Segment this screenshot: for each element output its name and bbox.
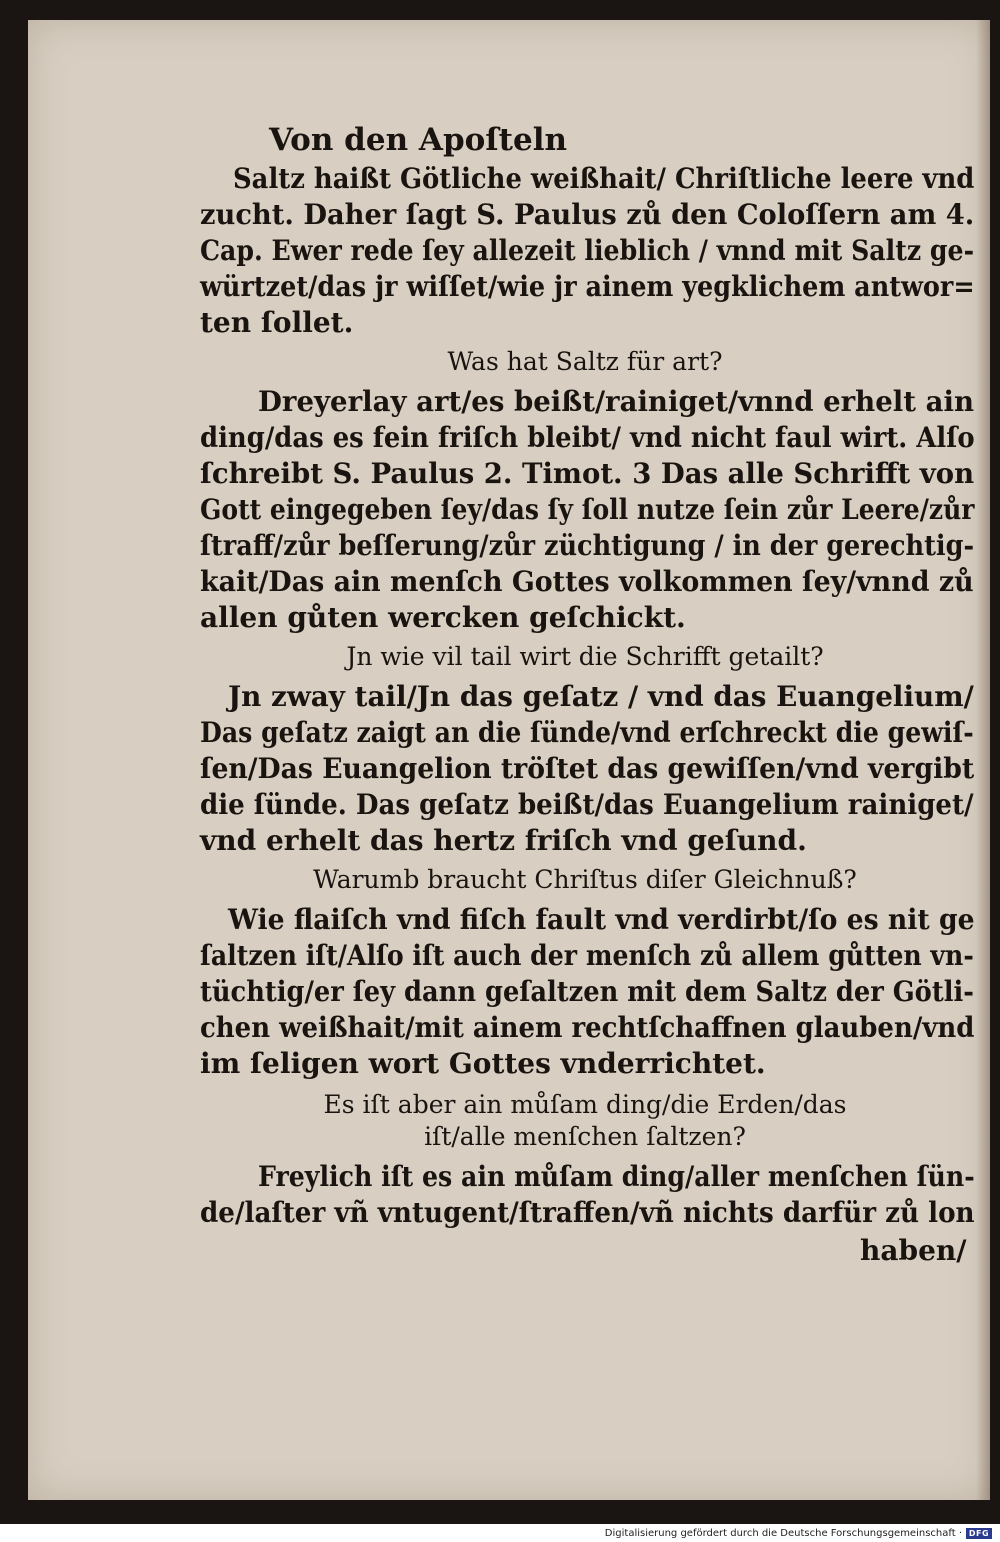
digitization-footer xyxy=(605,1525,992,1541)
question-heading: Es iſt aber ain můſam ding/die Erden/das xyxy=(323,1090,847,1119)
text-line: die ſünde. Das geſatz beißt/das Euangelium rainiget/ xyxy=(200,788,974,821)
text-line: allen gůten wercken geſchickt. xyxy=(200,601,686,634)
text-line: ſtraff/zůr beſſerung/zůr züchtigung / in der gerechtig- xyxy=(200,529,975,562)
question-heading: iſt/alle menſchen ſaltzen? xyxy=(424,1122,746,1151)
question-heading: Warumb braucht Chriſtus diſer Gleichnuß? xyxy=(313,865,857,894)
text-line: Freylich iſt es ain můſam ding/aller menſchen ſün- xyxy=(258,1160,975,1193)
text-line: Saltz haißt Götliche weißhait/ Chriſtliche leere vnd xyxy=(233,162,975,195)
footer-credit: Digitalisierung gefördert durch die Deutsche Forschungsgemeinschaft · xyxy=(604,1527,962,1539)
text-line: ſaltzen iſt/Alſo iſt auch der menſch zů allem gůtten vn- xyxy=(200,939,974,972)
text-line: ten ſollet. xyxy=(200,306,354,339)
text-line: Das geſatz zaigt an die ſünde/vnd erſchreckt die gewiſ- xyxy=(200,716,974,749)
page-text xyxy=(28,20,990,1500)
text-line: im ſeligen wort Gottes vnderrichtet. xyxy=(200,1047,766,1080)
text-line: de/laſter vñ vntugent/ſtraffen/vñ nichts darfür zů lon xyxy=(200,1196,975,1229)
text-line: vnd erhelt das hertz friſch vnd geſund. xyxy=(200,824,807,857)
text-line: Gott eingegeben ſey/das ſy ſoll nutze ſein zůr Leere/zůr xyxy=(200,493,975,526)
text-line: Dreyerlay art/es beißt/rainiget/vnnd erhelt ain xyxy=(258,385,975,418)
text-line: Jn zway tail/Jn das geſatz / vnd das Euangelium/ xyxy=(228,680,974,713)
text-line: ſen/Das Euangelion tröſtet das gewiſſen/vnd vergibt xyxy=(200,752,975,785)
text-line: chen weißhait/mit ainem rechtſchaffnen glauben/vnd xyxy=(200,1011,975,1044)
text-line: tüchtig/er ſey dann geſaltzen mit dem Saltz der Götli- xyxy=(200,975,974,1008)
text-line: Wie flaiſch vnd fiſch fault vnd verdirbt/ſo es nit ge xyxy=(228,903,975,936)
text-line: Cap. Ewer rede ſey allezeit lieblich / vnnd mit Saltz ge- xyxy=(200,234,975,267)
question-heading: Jn wie vil tail wirt die Schrifft getailt? xyxy=(346,642,824,671)
text-line: ſchreibt S. Paulus 2. Timot. 3 Das alle Schrifft von xyxy=(200,457,975,490)
dfg-logo: DFG xyxy=(966,1528,992,1539)
text-line: zucht. Daher ſagt S. Paulus zů den Coloſſern am 4. xyxy=(200,198,975,231)
running-header: Von den Apoſteln xyxy=(268,122,568,158)
question-heading: Was hat Saltz für art? xyxy=(447,347,723,376)
text-line: würtzet/das jr wiſſet/wie jr ainem yegklichem antwor= xyxy=(200,270,975,303)
text-line: ding/das es fein friſch bleibt/ vnd nicht faul wirt. Alſo xyxy=(200,421,975,454)
book-page xyxy=(28,20,990,1500)
text-line: kait/Das ain menſch Gottes volkommen ſey/vnnd zů xyxy=(200,565,974,598)
catchword: haben/ xyxy=(860,1234,967,1267)
